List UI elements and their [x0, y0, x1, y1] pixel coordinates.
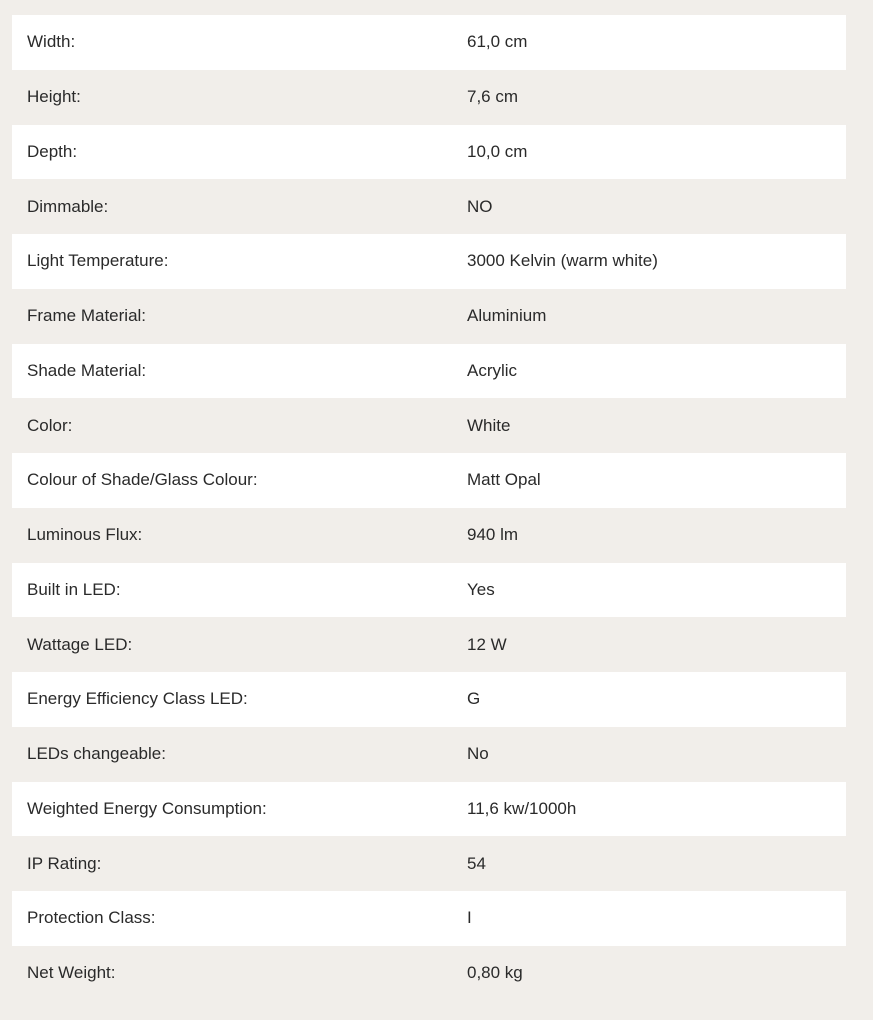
- spec-value: Aluminium: [467, 306, 547, 326]
- spec-label: Height:: [27, 87, 81, 107]
- spec-value: Acrylic: [467, 360, 518, 380]
- spec-label: Frame Material:: [27, 306, 147, 326]
- spec-value: G: [467, 689, 481, 709]
- spec-label: Colour of Shade/Glass Colour:: [27, 470, 258, 490]
- spec-row-leds-changeable: [12, 727, 846, 782]
- spec-row-shade-colour: [12, 453, 846, 508]
- spec-label: Built in LED:: [27, 579, 121, 599]
- spec-value: 11,6 kw/1000h: [467, 798, 577, 818]
- spec-label: Wattage LED:: [27, 634, 133, 654]
- spec-row-frame-material: [12, 289, 846, 344]
- spec-value: I: [467, 908, 472, 928]
- spec-row-net-weight: [12, 946, 846, 1001]
- spec-row-built-in-led: [12, 563, 846, 618]
- spec-label: Dimmable:: [27, 196, 109, 216]
- spec-label: Shade Material:: [27, 360, 147, 380]
- spec-row-shade-material: [12, 344, 846, 399]
- spec-row-height: [12, 70, 846, 125]
- spec-label: Energy Efficiency Class LED:: [27, 689, 248, 709]
- spec-table: [12, 15, 846, 1001]
- spec-value: 61,0 cm: [467, 32, 528, 52]
- spec-row-dimmable: [12, 179, 846, 234]
- spec-value: Matt Opal: [467, 470, 541, 490]
- spec-value: NO: [467, 196, 493, 216]
- spec-row-ip-rating: [12, 836, 846, 891]
- spec-value: 10,0 cm: [467, 141, 528, 161]
- spec-value: 0,80 kg: [467, 963, 523, 983]
- spec-label: Weighted Energy Consumption:: [27, 798, 267, 818]
- spec-row-light-temperature: [12, 234, 846, 289]
- spec-row-depth: [12, 125, 846, 180]
- spec-value: 12 W: [467, 634, 507, 654]
- spec-row-color: [12, 398, 846, 453]
- spec-label: IP Rating:: [27, 853, 102, 873]
- spec-label: Net Weight:: [27, 963, 116, 983]
- spec-row-energy-efficiency-class: [12, 672, 846, 727]
- spec-row-luminous-flux: [12, 508, 846, 563]
- spec-label: Light Temperature:: [27, 251, 169, 271]
- spec-label: Color:: [27, 415, 73, 435]
- spec-label: LEDs changeable:: [27, 744, 166, 764]
- spec-label: Width:: [27, 32, 76, 52]
- spec-row-width: [12, 15, 846, 70]
- spec-value: Yes: [467, 579, 495, 599]
- spec-value: White: [467, 415, 511, 435]
- spec-value: 7,6 cm: [467, 87, 519, 107]
- spec-label: Luminous Flux:: [27, 525, 143, 545]
- spec-label: Protection Class:: [27, 908, 156, 928]
- spec-row-protection-class: [12, 891, 846, 946]
- spec-value: 54: [467, 853, 486, 873]
- spec-row-weighted-energy-consumption: [12, 782, 846, 837]
- spec-value: 940 lm: [467, 525, 519, 545]
- spec-value: No: [467, 744, 489, 764]
- spec-label: Depth:: [27, 141, 78, 161]
- spec-row-wattage-led: [12, 617, 846, 672]
- spec-value: 3000 Kelvin (warm white): [467, 251, 658, 271]
